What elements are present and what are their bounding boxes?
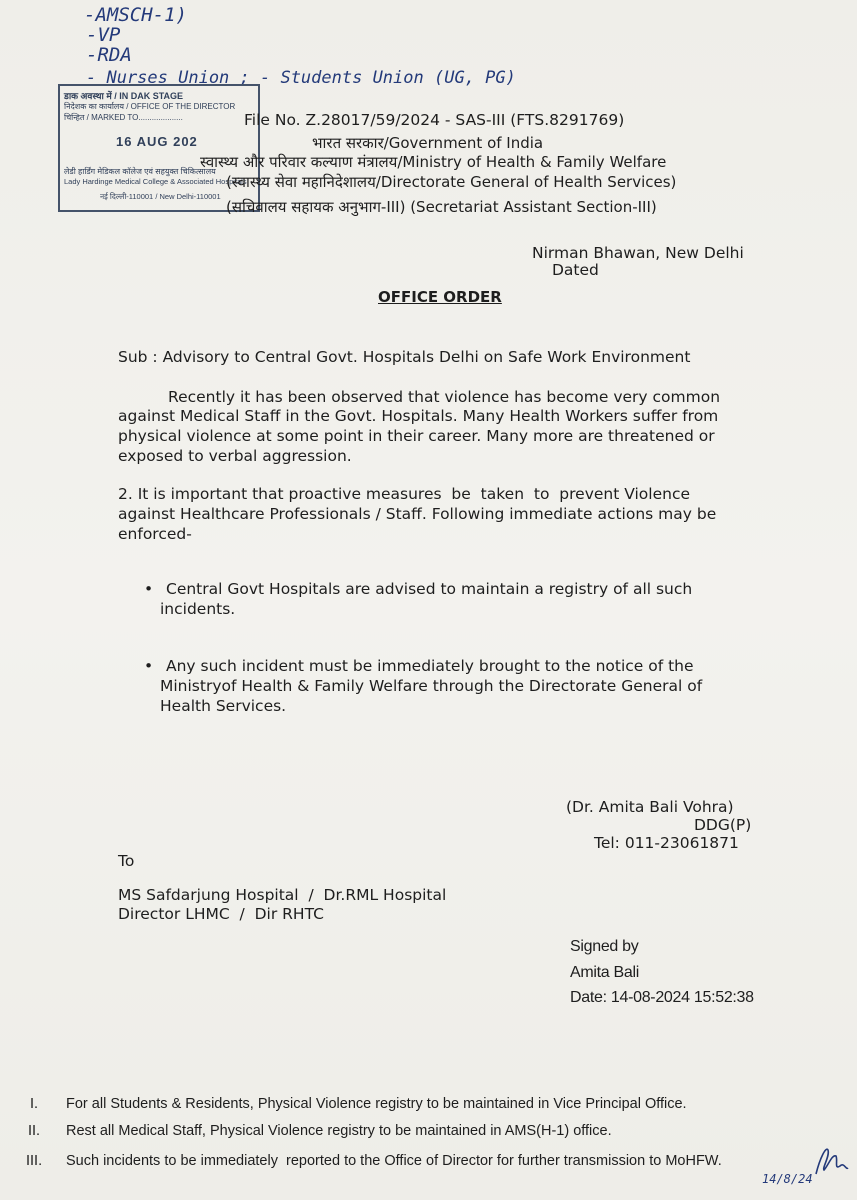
signatory-tel: Tel: 011-23061871 — [594, 834, 739, 852]
stamp-line-lhmc-hindi: लेडी हार्डिंग मेडिकल कॉलेज एवं सहयुक्त चिकित्सालय — [64, 167, 216, 176]
bullet-notice-cont2: Health Services. — [160, 697, 287, 715]
file-number: File No. Z.28017/59/2024 - SAS-III (FTS.8291769) — [244, 111, 625, 129]
initials-signature-icon — [810, 1140, 850, 1180]
para2-line3: enforced- — [118, 525, 192, 543]
recipient-line1: MS Safdarjung Hospital / Dr.RML Hospital — [118, 886, 447, 904]
para1-line1: Recently it has been observed that violence has become very common — [168, 388, 721, 406]
para1-line3: physical violence at some point in their career. Many more are threatened or — [118, 427, 715, 445]
bullet-registry-cont: incidents. — [160, 600, 236, 618]
stamp-date: 16 AUG 202 — [116, 134, 198, 149]
signatory-name: (Dr. Amita Bali Vohra) — [566, 798, 734, 816]
handwritten-note-rda: -RDA — [86, 44, 132, 66]
footnote-text-2: Rest all Medical Staff, Physical Violence registry to be maintained in AMS(H-1) office. — [66, 1123, 612, 1139]
footnote-text-1: For all Students & Residents, Physical Violence registry to be maintained in Vice Principal Office. — [66, 1096, 687, 1112]
footnote-num-1: I. — [30, 1096, 39, 1112]
initials-date: 14/8/24 — [762, 1172, 813, 1186]
para2-line2: against Healthcare Professionals / Staff. Following immediate actions may be — [118, 505, 717, 523]
bullet-registry: • Central Govt Hospitals are advised to maintain a registry of all such — [166, 580, 692, 598]
signatory-designation: DDG(P) — [694, 816, 752, 834]
recipient-line2: Director LHMC / Dir RHTC — [118, 905, 324, 923]
para1-line2: against Medical Staff in the Govt. Hospitals. Many Health Workers suffer from — [118, 407, 719, 425]
bullet-notice-cont1: Ministryof Health & Family Welfare through the Directorate General of — [160, 677, 703, 695]
directorate-name: (स्वास्थ्य सेवा महानिदेशालय/Directorate General of Health Services) — [226, 173, 677, 191]
handwritten-note-unions: - Nurses Union ; - Students Union (UG, PG) — [86, 68, 516, 88]
place: Nirman Bhawan, New Delhi — [532, 244, 744, 262]
dated-label: Dated — [552, 261, 599, 279]
stamp-line-address: नई दिल्ली-110001 / New Delhi-110001 — [100, 192, 221, 201]
bullet-notice: • Any such incident must be immediately brought to the notice of the — [166, 657, 694, 675]
subject-line: Sub : Advisory to Central Govt. Hospitals Delhi on Safe Work Environment — [118, 348, 691, 366]
section-name: (सचिवालय सहायक अनुभाग-III) (Secretariat Assistant Section-III) — [226, 198, 657, 216]
handwritten-note-vp: -VP — [86, 24, 121, 46]
dak-stamp — [58, 84, 260, 212]
footnote-text-3: Such incidents to be immediately reported to the Office of Director for further transmission to MoHFW. — [66, 1153, 722, 1169]
to-label: To — [118, 852, 135, 870]
digital-sig-signed-by: Signed by — [570, 938, 639, 955]
stamp-line-lhmc: Lady Hardinge Medical College & Associated Hospitals — [64, 177, 247, 186]
footnote-num-2: II. — [28, 1123, 41, 1139]
handwritten-note-amsch: -AMSCH-1) — [84, 4, 187, 26]
digital-sig-name: Amita Bali — [570, 964, 640, 981]
stamp-line-dak: डाक अवस्था में / IN DAK STAGE — [64, 91, 184, 101]
digital-sig-date: Date: 14-08-2024 15:52:38 — [570, 989, 754, 1006]
para1-line4: exposed to verbal aggression. — [118, 447, 352, 465]
ministry-name: स्वास्थ्य और परिवार कल्याण मंत्रालय/Ministry of Health & Family Welfare — [200, 153, 667, 171]
footnote-num-3: III. — [26, 1153, 43, 1169]
stamp-line-office: निदेशक का कार्यालय / OFFICE OF THE DIRECTOR — [64, 102, 236, 111]
document-title: OFFICE ORDER — [378, 288, 502, 306]
govt-of-india: भारत सरकार/Government of India — [312, 134, 544, 152]
stamp-line-marked: चिन्हित / MARKED TO.................... — [64, 113, 183, 122]
para2-line1: 2. It is important that proactive measures be taken to prevent Violence — [118, 485, 691, 503]
